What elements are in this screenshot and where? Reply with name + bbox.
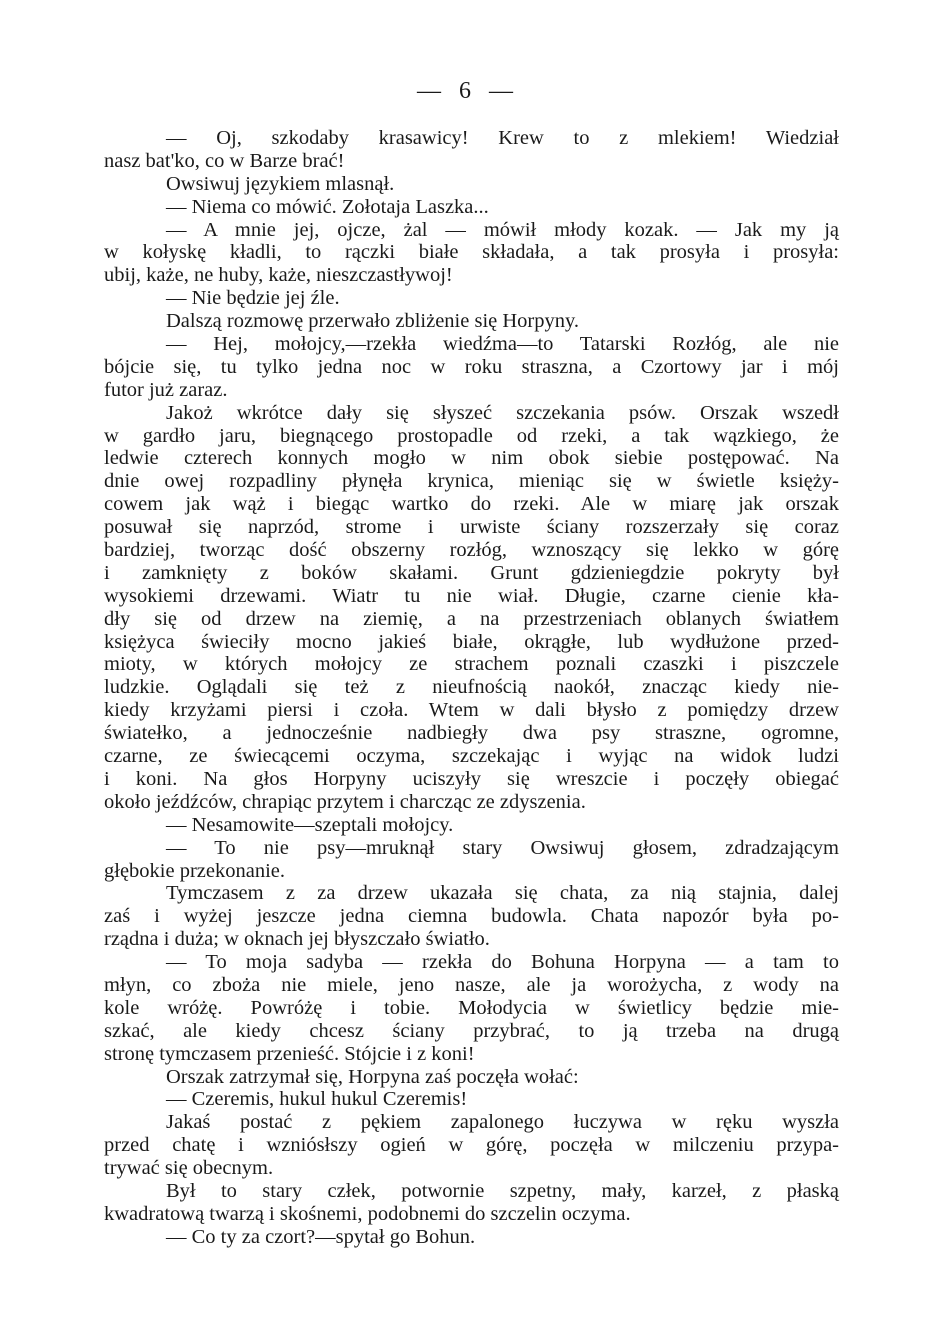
text-line: — Co ty za czort?—spytał go Bohun. (166, 1225, 476, 1248)
text-line: przed chatę i wzniósłszy ogień w górę, poczęła w milczeniu przypa- (104, 1134, 839, 1157)
text-line: i koni. Na głos Horpyny uciszyły się wreszcie i poczęły obiegać (104, 767, 839, 790)
text-line: — Niema co mówić. Zołotaja Laszka... (166, 195, 489, 218)
text-line: Dalszą rozmowę przerwało zbliżenie się Horpyny. (166, 310, 580, 333)
text-line: zaś i wyżej jeszcze jedna ciemna budowla. Chata napozór była po- (104, 905, 839, 928)
text-line: — Czeremis, hukul hukul Czeremis! (166, 1088, 468, 1111)
text-line: — To moja sadyba — rzekła do Bohuna Horpyna — a tam to (166, 951, 839, 974)
text-line: futor już zaraz. (104, 378, 228, 401)
text-line: ledwie czterech konnych mogło w nim obok siebie postępować. Na (104, 447, 839, 470)
text-line: — Oj, szkodaby krasawicy! Krew to z mlekiem! Wiedział (166, 127, 839, 149)
text-line: światełko, a jednocześnie nadbiegły dwa psy straszne, ogromne, (104, 722, 839, 745)
text-line: kiedy krzyżami piersi i czoła. Wtem w dali błysło z pomiędzy drzew (104, 699, 839, 722)
text-line: — Nesamowite—szeptali mołojcy. (166, 813, 454, 836)
text-line: Orszak zatrzymał się, Horpyna zaś poczęła wołać: (166, 1065, 579, 1088)
text-line: stronę tymczasem przenieść. Stójcie i z koni! (104, 1042, 475, 1065)
text-line: — Hej, mołojcy,—rzekła wiedźma—to Tatarski Rozłóg, ale nie (166, 333, 839, 356)
page-body-text (104, 127, 839, 1249)
text-line: cowem jak wąż i biegąc wartko do rzeki. Ale w miarę jak orszak (104, 493, 839, 516)
text-line: bardziej, tworząc dość obszerny rozłóg, wznoszący się lekko w górę (104, 539, 839, 562)
text-line: trywać się obecnym. (104, 1157, 274, 1180)
text-line: w gardło jaru, biegnącego prostopadle od rzeki, a tak wązkiego, że (104, 424, 839, 447)
page-number: — 6 — (417, 78, 519, 104)
text-line: i zamknięty z boków skałami. Grunt gdzieniegdzie pokryty był (104, 561, 839, 584)
text-line: posuwał się naprzód, strome i urwiste ściany rozszerzały się coraz (104, 516, 839, 539)
text-line: — To nie psy—mruknął stary Owsiwuj głosem, zdradzającym (166, 836, 839, 859)
text-line: dły się od drzew na ziemię, a na przestrzeniach oblanych światłem (104, 607, 839, 630)
text-line: rządna i duża; w oknach jej błyszczało światło. (104, 928, 490, 951)
text-line: — A mnie jej, ojcze, żal — mówił młody kozak. — Jak my ją (166, 218, 839, 241)
text-line: ubij, każe, ne huby, każe, nieszczastływoj! (104, 264, 453, 287)
text-line: dnie owej rozpadliny płynęła krynica, mieniąc się w świetle księży- (104, 470, 839, 493)
text-line: głębokie przekonanie. (104, 859, 286, 882)
text-line: w kołyskę kładli, to rączki białe składała, a tak prosyła i prosyła: (104, 241, 839, 264)
text-line: wysokiemi drzewami. Wiatr tu nie wiał. Długie, czarne cienie kła- (104, 584, 839, 607)
text-line: około jeźdźców, chrapiąc przytem i charcząc ze zdyszenia. (104, 790, 586, 813)
text-line: czarne, ze świecącemi oczyma, szczekając i wyjąc na widok ludzi (104, 745, 839, 768)
text-line: Jakoż wkrótce dały się słyszeć szczekania psów. Orszak wszedł (166, 401, 839, 424)
text-line: — Nie będzie jej źle. (166, 287, 340, 310)
text-line: kole wróżę. Powróżę i tobie. Mołodycia w świetlicy będzie mie- (104, 996, 839, 1019)
text-line: młyn, co zboża nie miele, jeno nasze, ale ja worożycha, z wody na (104, 973, 839, 996)
text-line: Owsiwuj językiem mlasnął. (166, 172, 395, 195)
text-line: Tymczasem z za drzew ukazała się chata, za nią stajnia, dalej (166, 882, 839, 905)
text-line: Jakaś postać z pękiem zapalonego łuczywa w ręku wyszła (166, 1111, 839, 1134)
text-line: mioty, w których mołojcy ze strachem poznali czaszki i piszczele (104, 653, 839, 676)
text-line: ludzkie. Oglądali się też z nieufnością naokół, znacząc kiedy nie- (104, 676, 839, 699)
text-line: bójcie się, tu tylko jedna noc w roku straszna, a Czortowy jar i mój (104, 355, 839, 378)
text-line: szkać, ale kiedy chcesz ściany przybrać, to ją trzeba na drugą (104, 1019, 839, 1042)
text-line: Był to stary człek, potwornie szpetny, mały, karzeł, z płaską (166, 1179, 839, 1202)
text-line: nasz bat'ko, co w Barze brać! (104, 149, 345, 172)
text-line: kwadratową twarzą i skośnemi, podobnemi do szczelin oczyma. (104, 1202, 631, 1225)
text-line: księżyca świeciły mocno jakieś białe, okrągłe, lub wydłużone przed- (104, 630, 839, 653)
